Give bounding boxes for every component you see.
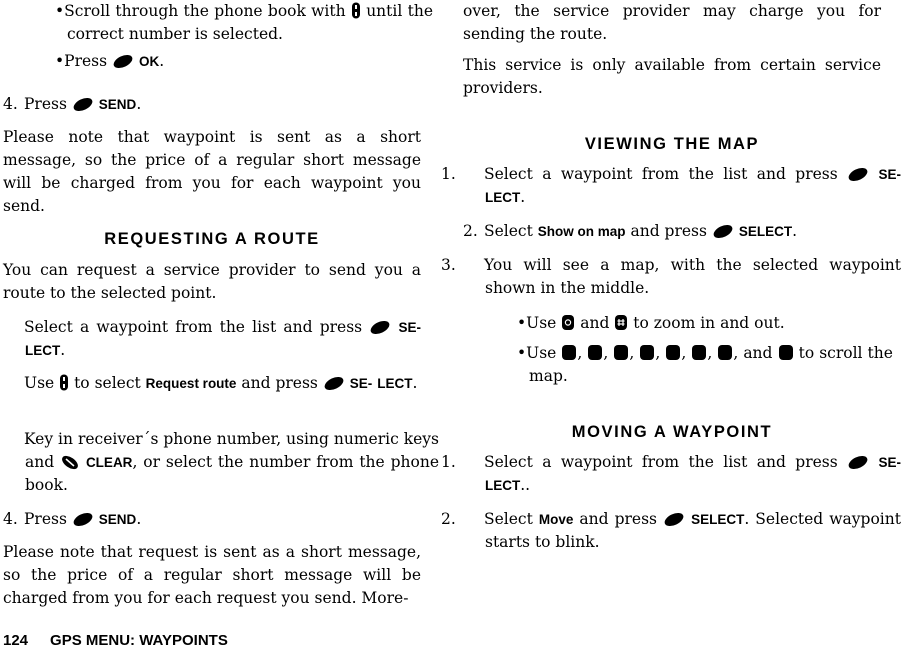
select-key-icon [72,97,94,112]
key-7-icon [691,344,707,361]
select-key-icon [847,167,869,182]
request-step-2: Use to select Request route and press SE- LECT. [24,374,418,392]
step-4-send: 4. Press SEND. [3,95,142,113]
bullet-zoom: •Use and to zoom in and out. [517,314,785,332]
requesting-intro-paragraph: You can request a service provider to send you a route to the selected point. [3,261,421,302]
select-key-icon [323,376,345,391]
zoom-out-key-icon [561,314,575,331]
bullet-scroll-phonebook: •Scroll through the phone book with until the correct number is selected. [55,2,433,43]
key-1-icon [561,344,577,361]
move-step-1: 1. Select a waypoint from the list and press SE- LECT.. [441,453,901,494]
key-8-icon [717,344,733,361]
section-heading-viewing-map: VIEWING THE MAP [584,135,760,153]
request-step-4: 4. Press SEND. [3,510,142,528]
select-key-icon [712,224,734,239]
select-key-icon [369,320,391,335]
request-step-3: Key in receiver´s phone number, using numeric keys and CLEAR, or select the number from the phone book. [24,430,439,494]
select-key-icon [72,512,94,527]
scroll-key-icon [351,2,361,19]
page-footer [3,632,228,649]
select-key-icon [847,455,869,470]
section-heading-requesting-route: REQUESTING A ROUTE [104,230,320,248]
section-heading-moving-waypoint: MOVING A WAYPOINT [571,423,773,441]
bullet-press-ok: •Press OK. [55,52,165,70]
key-3-icon [613,344,629,361]
key-2-icon [587,344,603,361]
footer-section-title: GPS MENU: WAYPOINTS [50,632,228,649]
select-key-icon [112,54,134,69]
move-step-2: 2. Select Move and press SELECT. Selected waypoint starts to blink. [441,510,901,551]
bullet-scroll-map: •Use , , , , , , , and to scroll the map. [517,344,893,385]
service-availability-paragraph: This service is only available from certain service providers. [463,56,881,97]
request-step-1: Select a waypoint from the list and press SE- LECT. [24,318,421,359]
select-key-icon [663,512,685,527]
scroll-key-icon [59,374,69,391]
provider-charge-paragraph: over, the service provider may charge you for sending the route. [463,2,881,43]
view-step-2: 2. Select Show on map and press SELECT. [463,222,798,240]
view-step-3: 3. You will see a map, with the selected waypoint shown in the middle. [441,256,901,297]
page-number: 124 [3,632,29,649]
clear-key-icon [60,455,80,470]
request-note-paragraph: Please note that request is sent as a short message, so the price of a regular short message will be charged from you for each request you send. More- [3,543,421,607]
key-4-icon [639,344,655,361]
key-9-icon [778,344,794,361]
zoom-in-key-icon [614,314,628,331]
key-6-icon [665,344,681,361]
view-step-1: 1. Select a waypoint from the list and press SE- LECT. [441,165,901,206]
waypoint-note-paragraph: Please note that waypoint is sent as a short message, so the price of a regular short message will be charged from you for each waypoint you send. [3,128,421,215]
